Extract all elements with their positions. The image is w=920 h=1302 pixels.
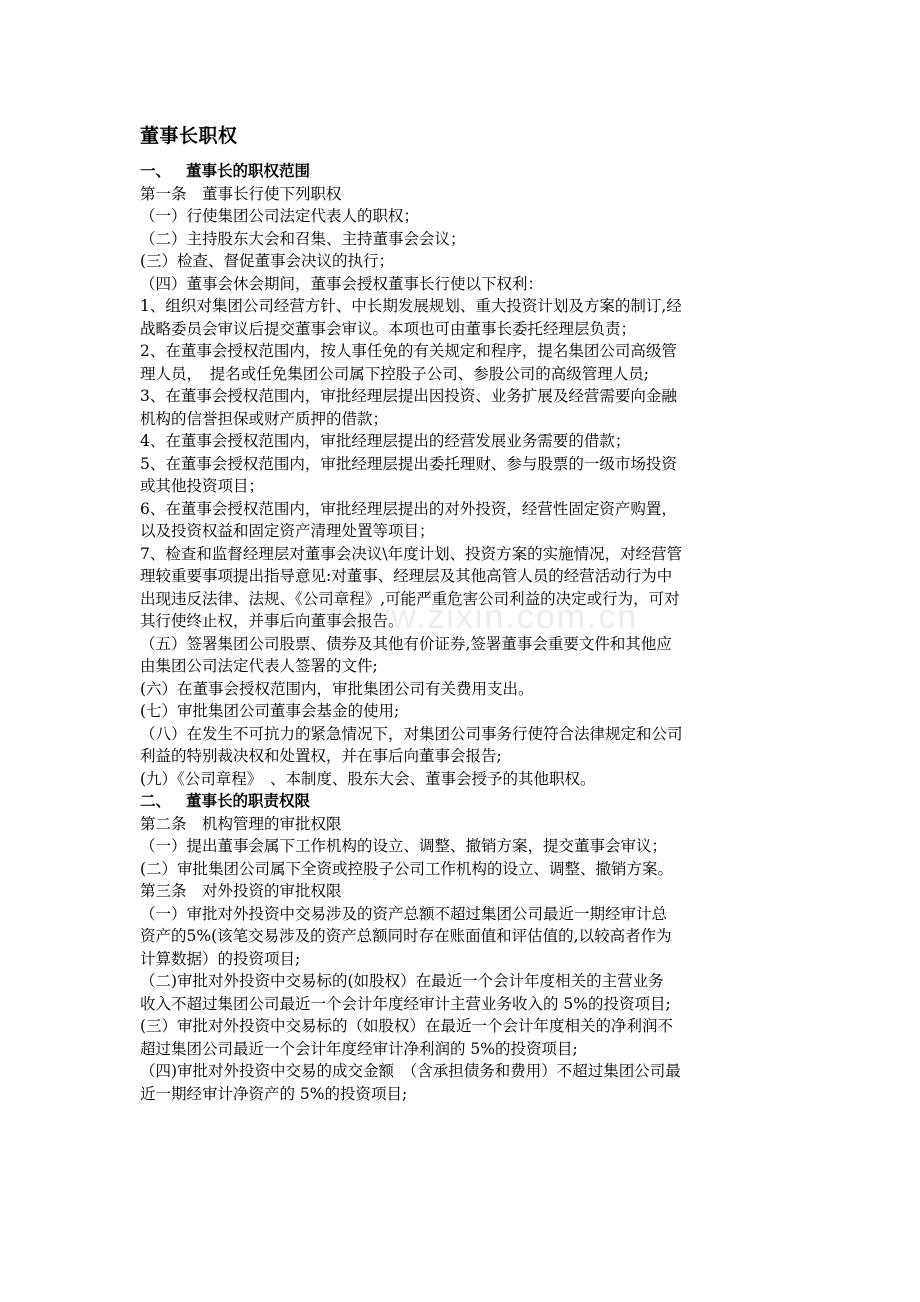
paragraph-line: 机构的信誉担保或财产质押的借款； [140,409,389,428]
section-heading [140,790,790,813]
document-body [140,160,790,1105]
paragraph-line: (三）检查、督促董事会决议的执行； [140,252,395,270]
paragraph-line: 第一条 董事长行使下列职权 [140,184,342,203]
paragraph [140,205,790,228]
paragraph [140,385,790,430]
paragraph-line: （八）在发生不可抗力的紧急情况下，对集团公司事务行使符合法律规定和公司 [140,724,683,743]
paragraph [140,813,790,836]
paragraph [140,678,790,701]
paragraph [140,700,790,723]
paragraph [140,295,790,340]
paragraph-line: 4、在董事会授权范围内，审批经理层提出的经营发展业务需要的借款； [140,432,631,450]
paragraph-line: 其行使终止权，并事后向董事会报告。 [140,612,404,630]
paragraph [140,430,790,453]
paragraph-line: (九）《公司章程》 、本制度、股东大会、董事会授予的其他职权。 [140,769,596,788]
watermark-text: www.zixin.com.cn [338,598,639,636]
section-number: 二、 [140,792,172,810]
paragraph-line: 第三条 对外投资的审批权限 [140,882,342,900]
document-page [140,122,790,1105]
paragraph-line: （四）董事会休会期间，董事会授权董事长行使以下权利： [140,274,544,293]
paragraph [140,903,790,971]
paragraph-line: 出现违反法律、法规、《公司章程》,可能严重危害公司利益的决定或行为，可对 [140,589,680,608]
paragraph-line: 近一期经审计净资产的 5%的投资项目; [140,1084,408,1103]
paragraph-line: 资产的5%(该笔交易涉及的资产总额同时存在账面值和评估值的,以较高者作为 [140,927,672,945]
paragraph [140,858,790,881]
paragraph [140,543,790,633]
paragraph-line: 第二条 机构管理的审批权限 [140,814,342,833]
paragraph-line: （二）主持股东大会和召集、主持董事会会议； [140,229,466,248]
paragraph [140,273,790,296]
paragraph-line: （五）签署集团公司股票、债券及其他有价证券,签署董事会重要文件和其他应 [140,634,672,653]
paragraph-line: （一）审批对外投资中交易涉及的资产总额不超过集团公司最近一期经审计总 [140,904,668,923]
paragraph-line: (六）在董事会授权范围内，审批集团公司有关费用支出。 [140,679,534,698]
paragraph [140,228,790,251]
paragraph-line: 或其他投资项目； [140,477,265,495]
paragraph [140,250,790,273]
paragraph-line: 由集团公司法定代表人签署的文件; [140,657,378,675]
paragraph-line: 6、在董事会授权范围内，审批经理层提出的对外投资，经营性固定资产购置， [140,499,677,518]
paragraph [140,1060,790,1105]
section-heading-text: 董事长的职权范围 [186,162,311,180]
paragraph [140,1015,790,1060]
paragraph-line: 计算数据）的投资项目; [140,949,301,968]
paragraph [140,340,790,385]
paragraph [140,835,790,858]
paragraph-line: 利益的特别裁决权和处置权，并在事后向董事会报告; [140,747,502,765]
section-heading [140,160,790,183]
paragraph-line: （四)审批对外投资中交易的成交金额 （含承担债务和费用）不超过集团公司最 [140,1062,681,1080]
paragraph-line: 以及投资权益和固定资产清理处置等项目； [140,522,435,540]
paragraph-line: 7、检查和监督经理层对董事会决议\年度计划、投资方案的实施情况，对经营管 [140,544,683,563]
paragraph [140,723,790,768]
paragraph-line: 理人员， 提名或任免集团公司属下控股子公司、参股公司的高级管理人员; [140,364,649,383]
paragraph-line: 3、在董事会授权范围内，审批经理层提出因投资、业务扩展及经营需要向金融 [140,387,677,405]
paragraph [140,498,790,543]
paragraph-line: 2、在董事会授权范围内，按人事任免的有关规定和程序，提名集团公司高级管 [140,342,677,360]
paragraph-line: 超过集团公司最近一个会计年度经审计净利润的 5%的投资项目; [140,1039,578,1058]
document-title: 董事长职权 [140,125,238,147]
paragraph-line: (七）审批集团公司董事会基金的使用; [140,702,400,720]
paragraph [140,768,790,791]
paragraph-line: （一）行使集团公司法定代表人的职权； [140,207,420,225]
paragraph [140,970,790,1015]
section-heading-text: 董事长的职责权限 [186,792,311,810]
paragraph-line: 理较重要事项提出指导意见:对董事、经理层及其他高管人员的经营活动行为中 [140,567,673,585]
paragraph-line: 1、组织对集团公司经营方针、中长期发展规划、重大投资计划及方案的制订,经 [140,297,682,315]
paragraph-line: （一）提出董事会属下工作机构的设立、调整、撤销方案，提交董事会审议； [140,837,668,855]
section-number: 一、 [140,162,172,180]
paragraph-line: (三）审批对外投资中交易标的（如股权）在最近一个会计年度相关的净利润不 [140,1017,674,1035]
paragraph [140,183,790,206]
paragraph [140,880,790,903]
paragraph-line: （二)审批对外投资中交易标的(如股权）在最近一个会计年度相关的主营业务 [140,972,664,990]
paragraph-line: 战略委员会审议后提交董事会审议。本项也可由董事长委托经理层负责； [140,319,637,338]
paragraph-line: 收入不超过集团公司最近一个会计年度经审计主营业务收入的 5%的投资项目; [140,994,671,1013]
paragraph [140,453,790,498]
paragraph [140,633,790,678]
paragraph-line: (二）审批集团公司属下全资或控股子公司工作机构的设立、调整、撤销方案。 [140,859,674,878]
paragraph-line: 5、在董事会授权范围内，审批经理层提出委托理财、参与股票的一级市场投资 [140,454,677,473]
